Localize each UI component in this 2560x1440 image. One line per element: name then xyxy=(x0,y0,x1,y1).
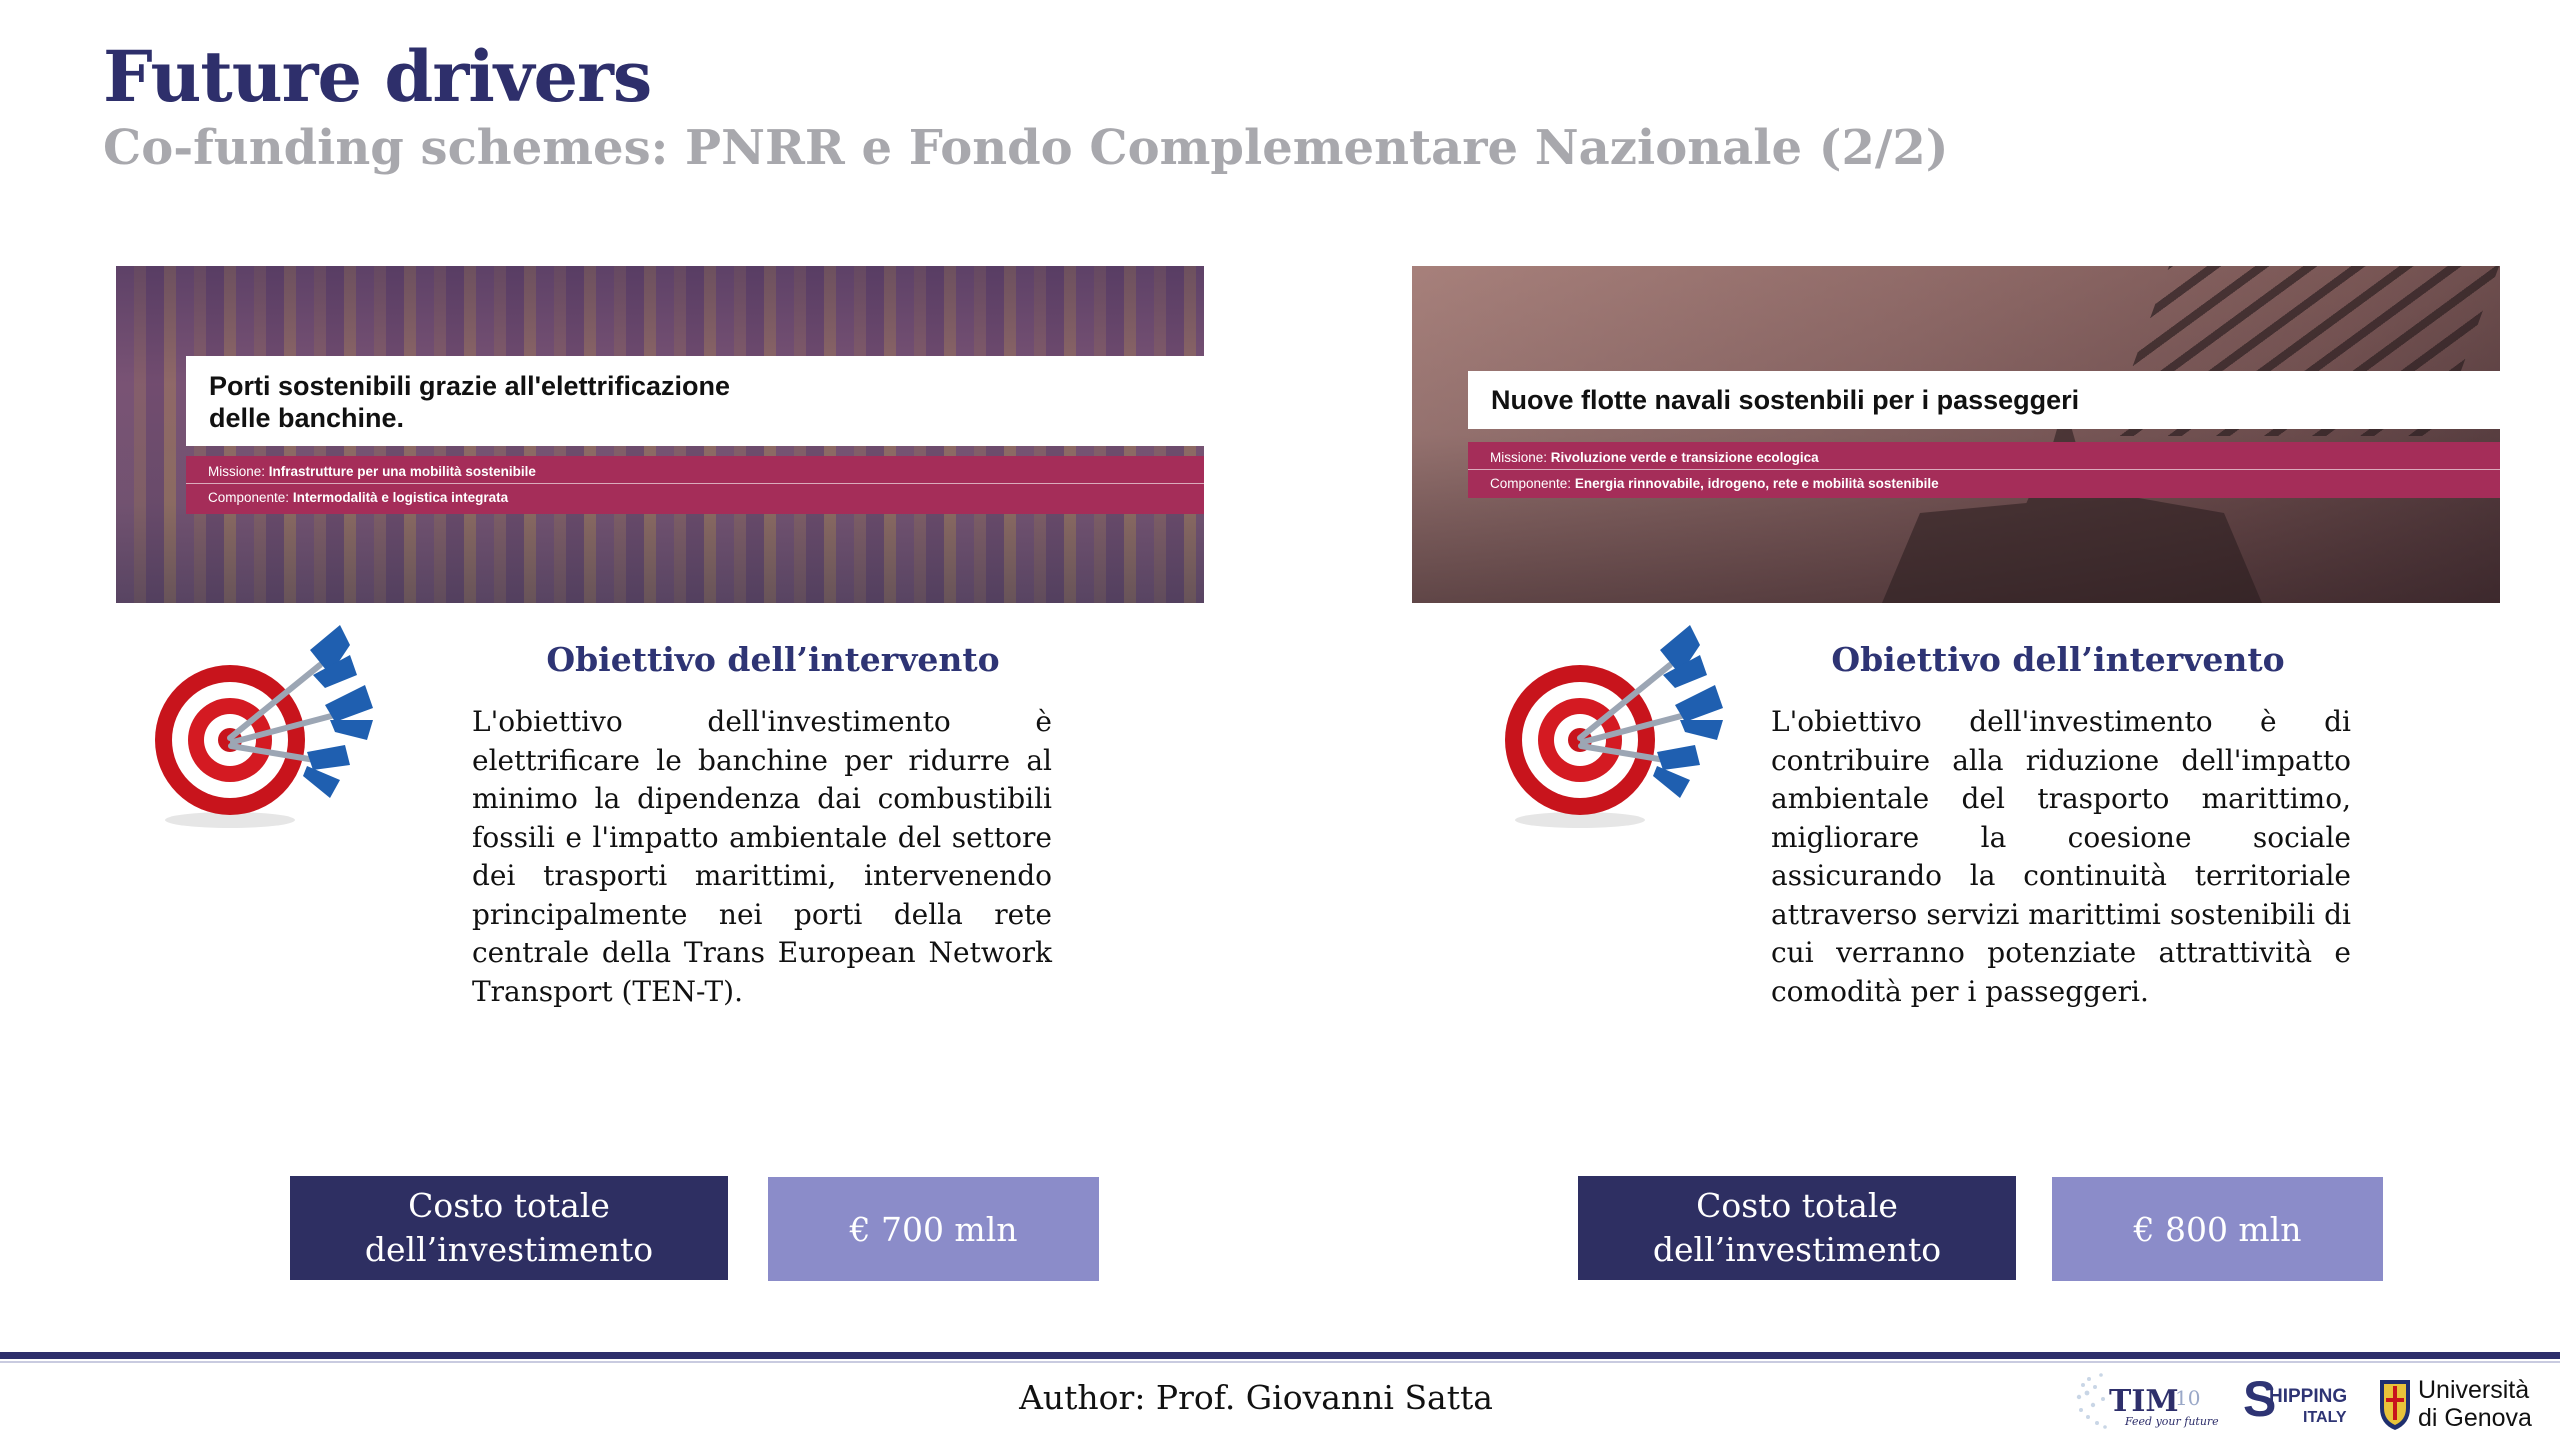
banner-headline-line-1: Porti sostenibili grazie all'elettrificazione xyxy=(209,371,731,401)
componente-value: Energia rinnovabile, idrogeno, rete e mobilità sostenibile xyxy=(1574,476,1939,491)
cost-label-line-1: Costo totale xyxy=(1696,1186,1898,1225)
objective-text: L'obiettivo dell'investimento è elettrificare le banchine per ridurre al minimo la dipendenza dai combustibili fossili e l'impatto ambientale del settore dei trasporti marittimi, intervenendo principalmente nei porti della rete centrale della Trans European Network Transport (TEN-T). xyxy=(472,705,1052,1008)
footer-divider-light xyxy=(0,1361,2560,1363)
svg-text:S: S xyxy=(2243,1371,2277,1427)
slide-subtitle: Co-funding schemes: PNRR e Fondo Complementare Nazionale (2/2) xyxy=(103,120,1949,176)
missione-value: Rivoluzione verde e transizione ecologica xyxy=(1550,450,1819,465)
missione-label: Missione: xyxy=(208,464,266,479)
svg-text:di Genova: di Genova xyxy=(2418,1404,2532,1432)
banner-image-flotte xyxy=(1412,266,2500,603)
svg-text:Feed your future: Feed your future xyxy=(2125,1415,2219,1428)
cost-value: € 700 mln xyxy=(768,1177,1099,1281)
missione-label: Missione: xyxy=(1490,450,1548,465)
cost-label-line-2: dell’investimento xyxy=(1652,1230,1942,1269)
componente-value: Intermodalità e logistica integrata xyxy=(292,490,509,505)
cost-value: € 800 mln xyxy=(2052,1177,2383,1281)
tim10-logo xyxy=(2073,1365,2233,1435)
banner-missione xyxy=(1490,446,1819,470)
cost-label-line-2: dell’investimento xyxy=(364,1230,654,1269)
svg-text:Università: Università xyxy=(2418,1376,2530,1404)
svg-text:ITALY: ITALY xyxy=(2303,1409,2347,1426)
svg-text:10: 10 xyxy=(2175,1386,2201,1410)
target-darts-icon xyxy=(135,620,385,840)
componente-label: Componente: xyxy=(208,490,290,505)
banner-headline-line-1: Nuove flotte navali sostenbili per i passeggeri xyxy=(1491,385,2080,415)
banner-mission-band xyxy=(1468,442,2500,498)
banner-componente xyxy=(208,486,508,510)
cost-label xyxy=(290,1176,728,1280)
banner-componente xyxy=(1490,472,1939,496)
objective-heading: Obiettivo dell’intervento xyxy=(1831,640,2285,679)
svg-text:TIM: TIM xyxy=(2109,1384,2179,1419)
cost-label-line-1: Costo totale xyxy=(408,1186,610,1225)
banner-image-porti xyxy=(116,266,1204,603)
missione-value: Infrastrutture per una mobilità sostenibile xyxy=(268,464,536,479)
objective-heading: Obiettivo dell’intervento xyxy=(546,640,1000,679)
shipping-italy-logo xyxy=(2243,1368,2361,1432)
banner-headline xyxy=(186,356,1204,446)
banner-missione xyxy=(208,460,536,484)
banner-headline xyxy=(1468,371,2500,429)
footer-divider xyxy=(0,1352,2560,1359)
universita-genova-logo xyxy=(2378,1368,2558,1434)
objective-text: L'obiettivo dell'investimento è di contribuire alla riduzione dell'impatto ambientale del trasporto marittimo, migliorare la coesione sociale assicurando la continuità territoriale attraverso servizi marittimi sostenibili di cui verranno potenziate attrattività e comodità per i passeggeri. xyxy=(1771,705,2351,1008)
componente-label: Componente: xyxy=(1490,476,1572,491)
slide-title: Future drivers xyxy=(103,35,652,118)
target-darts-icon xyxy=(1485,620,1735,840)
banner-mission-band xyxy=(186,456,1204,514)
cost-label xyxy=(1578,1176,2016,1280)
banner-headline-line-2: delle banchine. xyxy=(209,403,405,433)
svg-text:HIPPING: HIPPING xyxy=(2269,1386,2348,1407)
author-credit: Author: Prof. Giovanni Satta xyxy=(1019,1378,1493,1417)
